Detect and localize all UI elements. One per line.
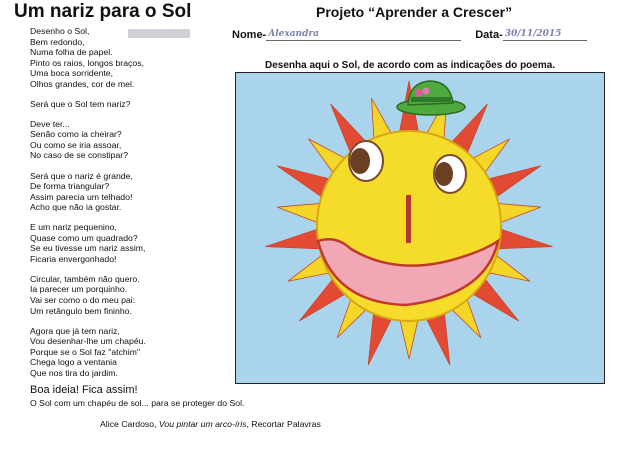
poem-line: Acho que não ia gostar. <box>30 202 122 213</box>
poem-line: Ficaria envergonhado! <box>30 253 117 264</box>
poem-line: Se eu tivesse um nariz assim, <box>30 243 146 254</box>
poem-line: Olhos grandes, cor de mel. <box>30 78 135 89</box>
poem-line: No caso de se constipar? <box>30 150 129 161</box>
sun-drawing <box>236 73 604 383</box>
poem-line: Senão como ia cheirar? <box>30 129 122 140</box>
poem-line: Uma boca sorridente, <box>30 68 114 79</box>
poem-line: Será que o Sol tem nariz? <box>30 98 131 109</box>
credit-book: Vou pintar um arco-íris <box>158 419 247 429</box>
drawing-instruction: Desenha aqui o Sol, de acordo com as indicações do poema. <box>265 60 556 71</box>
drawing-frame <box>235 72 605 384</box>
date-field[interactable] <box>503 28 587 41</box>
student-info-row <box>232 28 587 41</box>
name-value: Alexandra <box>268 29 319 39</box>
source-credit <box>100 419 321 429</box>
date-label: Data- <box>475 29 503 41</box>
left-pupil <box>350 148 370 174</box>
poem-line: Assim parecia um telhado! <box>30 191 133 202</box>
poem-line: Será que o nariz é grande, <box>30 170 133 181</box>
poem-text <box>30 26 230 388</box>
poem-stanza <box>30 26 230 89</box>
poem-line: Vou desenhar-lhe um chapéu. <box>30 336 146 347</box>
poem-stanza <box>30 222 230 264</box>
poem-line: Numa folha de papel. <box>30 47 113 58</box>
poem-line: Agora que já tem nariz, <box>30 325 120 336</box>
name-label: Nome- <box>232 29 267 41</box>
poem-line: Um retângulo bem fininho. <box>30 305 132 316</box>
credit-publisher: , Recortar Palavras <box>246 419 321 429</box>
poem-stanza <box>30 326 230 379</box>
poem-line: Ia parecer um porquinho. <box>30 284 128 295</box>
credit-author: Alice Cardoso, <box>100 419 159 429</box>
poem-line: Quase como um quadrado? <box>30 232 138 243</box>
poem-line: De forma triangular? <box>30 181 110 192</box>
poem-stanza <box>30 171 230 213</box>
poem-line: E um nariz pequenino, <box>30 222 117 233</box>
poem-line: Deve ter... <box>30 118 70 129</box>
poem-stanza <box>30 274 230 316</box>
poem-line: Circular, também não quero. <box>30 273 140 284</box>
poem-line: Ou como se iria assoar, <box>30 139 122 150</box>
hat-band <box>411 97 451 102</box>
project-title: Projeto “Aprender a Crescer” <box>316 4 513 20</box>
poem-line: Porque se o Sol faz "atchim" <box>30 346 140 357</box>
poem-line: Chega logo a ventania <box>30 357 117 368</box>
poem-line: Desenho o Sol, <box>30 26 90 36</box>
conclusion-text: O Sol com um chapéu de sol... para se proteger do Sol. <box>30 398 245 408</box>
poem-stanza <box>30 119 230 161</box>
poem-line: Que nos tira do jardim. <box>30 367 118 378</box>
conclusion-title: Boa ideia! Fica assim! <box>30 384 138 396</box>
poem-line: Pinto os raios, longos braços, <box>30 57 144 68</box>
poem-line: Bem redondo, <box>30 36 85 47</box>
hat-flower-2 <box>423 88 430 95</box>
name-field[interactable] <box>266 28 461 41</box>
right-pupil <box>435 162 453 186</box>
sun-nose <box>406 195 411 243</box>
poem-line: Vai ser como o do meu pai: <box>30 294 136 305</box>
date-value: 30/11/2015 <box>504 29 562 39</box>
page-title: Um nariz para o Sol <box>14 1 192 22</box>
hat-flower <box>415 89 423 97</box>
poem-stanza <box>30 99 230 110</box>
